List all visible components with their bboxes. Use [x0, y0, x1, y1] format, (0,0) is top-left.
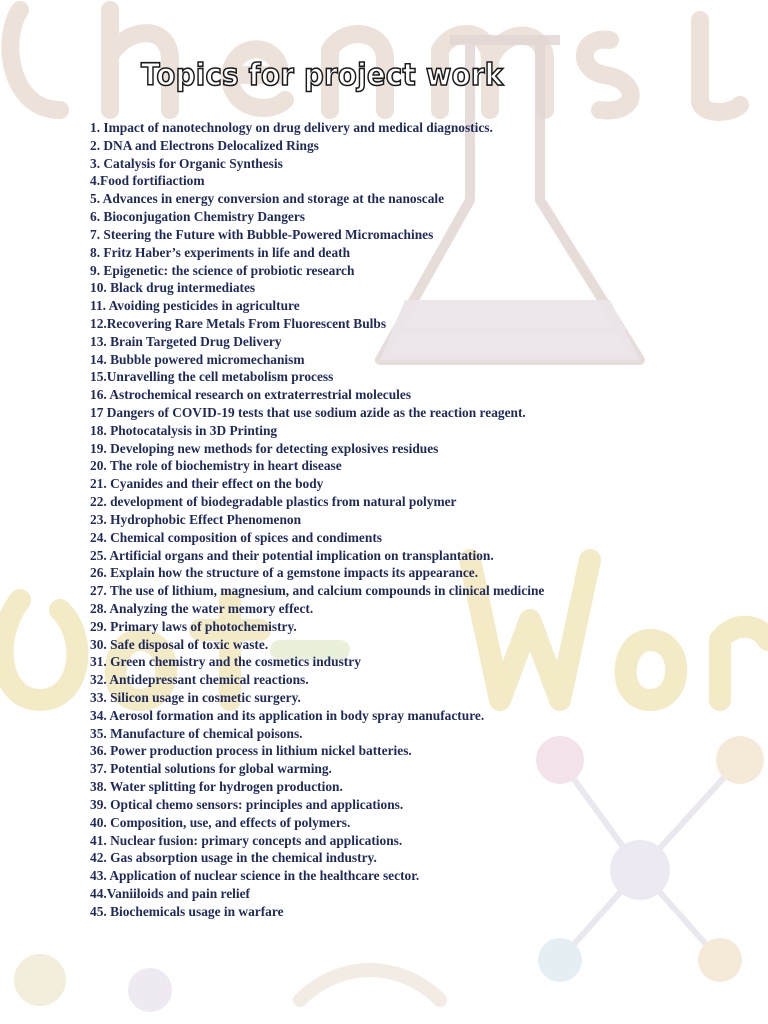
topic-item: 20. The role of biochemistry in heart disease: [90, 458, 342, 474]
topic-item: 31. Green chemistry and the cosmetics industry: [90, 654, 361, 670]
topic-item: 39. Optical chemo sensors: principles and applications.: [90, 796, 404, 812]
topic-item: 44.Vaniiloids and pain relief: [90, 885, 250, 901]
topic-item: 27. The use of lithium, magnesium, and calcium compounds in clinical medicine: [90, 583, 545, 599]
topic-item: 43. Application of nuclear science in the healthcare sector.: [90, 868, 420, 884]
topic-item: 2. DNA and Electrons Delocalized Rings: [90, 137, 319, 153]
topic-item: 36. Power production process in lithium nickel batteries.: [90, 743, 412, 759]
topic-item: 1. Impact of nanotechnology on drug delivery and medical diagnostics.: [90, 120, 493, 135]
topic-item: 40. Composition, use, and effects of polymers.: [90, 814, 351, 830]
topic-item: 35. Manufacture of chemical poisons.: [90, 725, 303, 741]
topic-item: 32. Antidepressant chemical reactions.: [90, 672, 309, 688]
topic-item: 5. Advances in energy conversion and storage at the nanoscale: [90, 191, 445, 207]
topic-item: 25. Artificial organs and their potential implication on transplantation.: [90, 547, 494, 563]
topic-item: 45. Biochemicals usage in warfare: [90, 903, 284, 919]
topic-item: 24. Chemical composition of spices and condiments: [90, 529, 382, 545]
topic-item: 34. Aerosol formation and its application in body spray manufacture.: [90, 707, 485, 723]
topic-item: 38. Water splitting for hydrogen production.: [90, 779, 343, 795]
topic-item: 19. Developing new methods for detecting explosives residues: [90, 440, 439, 456]
topic-item: 41. Nuclear fusion: primary concepts and applications.: [90, 832, 403, 848]
topic-item: 42. Gas absorption usage in the chemical industry.: [90, 850, 377, 866]
topic-item: 21. Cyanides and their effect on the body: [90, 476, 324, 492]
page-title: Topics for project work: [141, 58, 504, 93]
topic-item: 13. Brain Targeted Drug Delivery: [90, 333, 282, 349]
topic-item: 29. Primary laws of photochemistry.: [90, 618, 297, 634]
topic-item: 37. Potential solutions for global warming.: [90, 761, 332, 777]
topic-item: 17 Dangers of COVID-19 tests that use sodium azide as the reaction reagent.: [90, 405, 526, 420]
topic-list: [90, 119, 544, 921]
topic-item: 9. Epigenetic: the science of probiotic research: [90, 262, 355, 278]
topic-item: 10. Black drug intermediates: [90, 280, 256, 296]
topic-item: 8. Fritz Haber’s experiments in life and death: [90, 244, 351, 260]
topic-item: 30. Safe disposal of toxic waste.: [90, 636, 269, 652]
topic-item: 18. Photocatalysis in 3D Printing: [90, 422, 278, 438]
topic-item: 16. Astrochemical research on extraterrestrial molecules: [90, 387, 412, 403]
topic-item: 26. Explain how the structure of a gemstone impacts its appearance.: [90, 565, 479, 581]
topic-item: 7. Steering the Future with Bubble-Powered Micromachines: [90, 226, 434, 242]
topic-item: 23. Hydrophobic Effect Phenomenon: [90, 511, 302, 527]
topic-item: 14. Bubble powered micromechanism: [90, 351, 305, 367]
topic-item: 3. Catalysis for Organic Synthesis: [90, 155, 283, 171]
topic-item: 33. Silicon usage in cosmetic surgery.: [90, 690, 301, 705]
topic-item: 28. Analyzing the water memory effect.: [90, 600, 314, 616]
topic-item: 22. development of biodegradable plastics from natural polymer: [90, 494, 457, 510]
topic-item: 15.Unravelling the cell metabolism process: [90, 369, 334, 385]
topic-item: 11. Avoiding pesticides in agriculture: [90, 298, 300, 314]
topic-item: 12.Recovering Rare Metals From Fluorescent Bulbs: [90, 315, 387, 331]
topic-item: 4.Food fortifiactiom: [90, 173, 205, 189]
topic-item: 6. Bioconjugation Chemistry Dangers: [90, 209, 305, 225]
